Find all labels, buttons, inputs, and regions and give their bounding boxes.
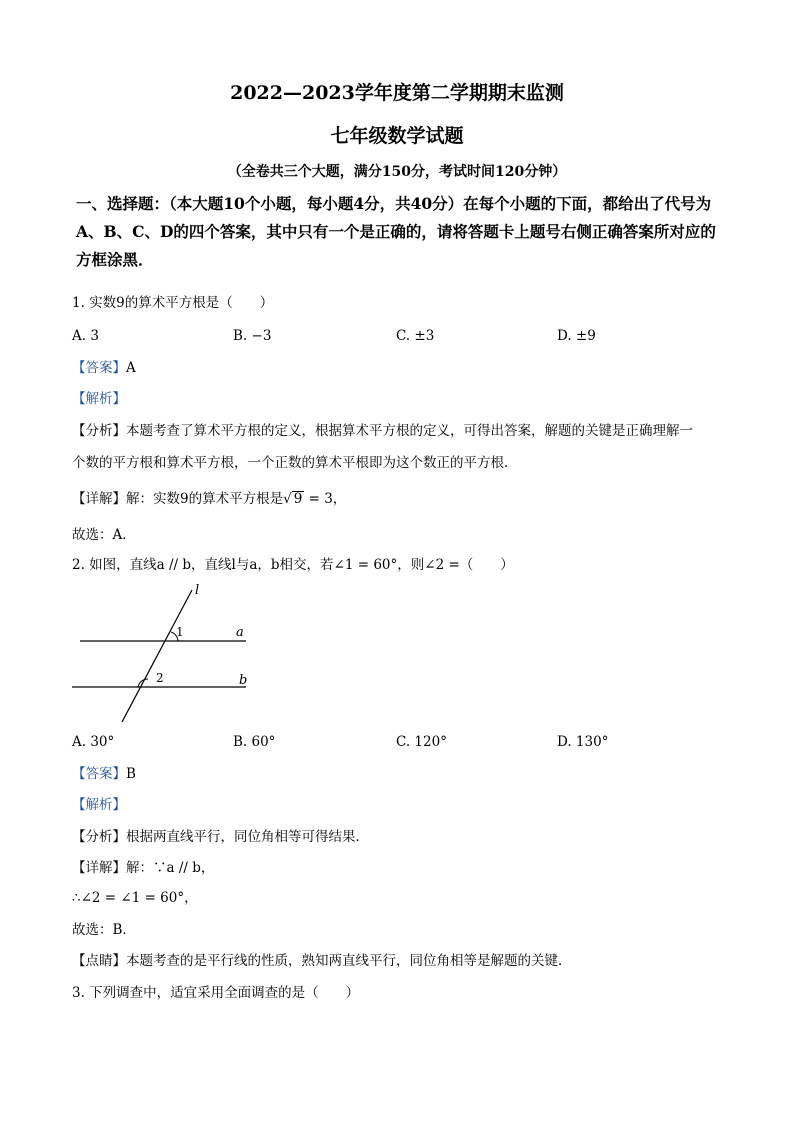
q2-figure (70, 580, 270, 725)
q1-fenxi-text1: 本题考查了算术平方根的定义，根据算术平方根的定义，可得出答案，解题的关键是正确理解一 (126, 423, 693, 439)
q2-dianjing-line (72, 952, 572, 970)
q1-analysis-tag: 【解析】 (72, 391, 126, 407)
q1-fenxi-line2: 个数的平方根和算术平方根，一个正数的算术平根即为这个数正的平方根． (72, 455, 518, 471)
q1-option-c: C. ±3 (396, 328, 435, 344)
q1-stem: 1. 实数9的算术平方根是（ ） (72, 295, 274, 311)
q2-stem: 2. 如图，直线a // b，直线l与a，b相交，若∠1 = 60°，则∠2 =（ ） (72, 557, 514, 573)
q1-answer-tag: 【答案】 (72, 360, 126, 376)
q1-option-a: A. 3 (72, 328, 99, 344)
q2-fenxi-tag: 【分析】 (72, 829, 126, 845)
q3-stem: 3. 下列调查中，适宜采用全面调查的是（ ） (72, 985, 360, 1001)
q1-xiangjie-tag: 【详解】 (72, 491, 126, 507)
label-l: l (195, 583, 200, 598)
q2-xiangjie-line1 (72, 859, 214, 877)
q1-answer: A (126, 360, 136, 376)
label-b: b (239, 673, 248, 688)
q2-fenxi-text: 根据两直线平行，同位角相等可得结果． (126, 829, 369, 845)
q1-choose: 故选：A． (72, 527, 136, 543)
q1-xiangjie-pre: 解：实数9的算术平方根是 (126, 491, 284, 507)
exam-title: 2022—2023学年度第二学期期末监测 (230, 82, 564, 104)
line-l (122, 590, 192, 722)
q2-dianjing-text: 本题考查的是平行线的性质，熟知两直线平行，同位角相等是解题的关键． (126, 953, 572, 969)
exam-subtitle: 七年级数学试题 (330, 125, 464, 147)
q2-fenxi-line (72, 828, 369, 846)
sqrt-symbol: √ (283, 491, 292, 507)
q1-analysis-line (72, 390, 126, 408)
q2-option-d: D. 130° (557, 734, 609, 750)
exam-note: （全卷共三个大题，满分150分，考试时间120分钟） (227, 164, 567, 180)
q1-fenxi-tag: 【分析】 (72, 423, 126, 439)
q2-xiangjie-line2: ∴∠2 = ∠1 = 60°， (72, 890, 198, 906)
section-instructions: 一、选择题：（本大题10个小题，每小题4分，共40分）在每个小题的下面，都给出了代号为A、B、C、D的四个答案，其中只有一个是正确的，请将答题卡上题号右侧正确答案所对应的方框涂黑． (76, 194, 716, 269)
q1-option-d: D. ±9 (557, 328, 596, 344)
q2-analysis-tag: 【解析】 (72, 797, 126, 813)
q2-xiangjie-tag: 【详解】 (72, 860, 126, 876)
q2-answer-line (72, 765, 136, 783)
q2-analysis-line (72, 796, 126, 814)
q2-xiangjie-text1: 解：∵a // b， (126, 860, 215, 876)
q2-option-b: B. 60° (233, 734, 276, 750)
q2-option-c: C. 120° (396, 734, 447, 750)
label-angle1: 1 (176, 625, 184, 639)
q1-xiangjie-line (72, 490, 346, 508)
q2-choose: 故选：B． (72, 922, 136, 938)
q1-option-b: B. −3 (233, 328, 272, 344)
q2-option-a: A. 30° (72, 734, 115, 750)
q1-sqrt-radicand: 9 (293, 491, 303, 507)
label-a: a (236, 625, 244, 640)
q1-answer-line (72, 359, 136, 377)
q2-answer: B (126, 766, 136, 782)
q1-fenxi-line1 (72, 422, 693, 440)
q2-dianjing-tag: 【点睛】 (72, 953, 126, 969)
q1-xiangjie-post: = 3， (304, 491, 347, 507)
label-angle2: 2 (156, 671, 164, 685)
q2-answer-tag: 【答案】 (72, 766, 126, 782)
